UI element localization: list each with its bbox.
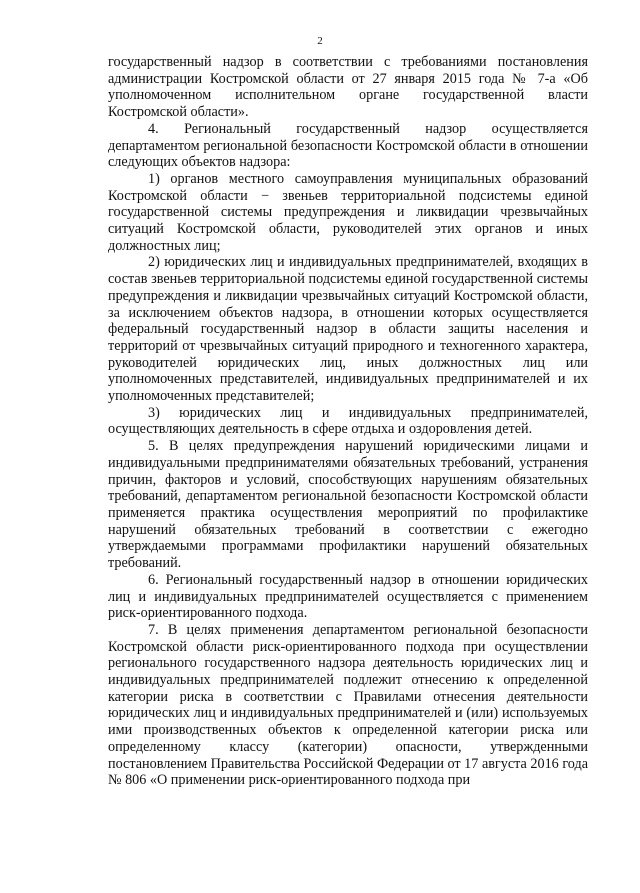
paragraph-continuation: государственный надзор в соответствии с требованиями постановления администрации Костромской области от 27 января 2015 года № 7-а «Об уполномоченном исполнительном органе государственной власти Костромской области».	[108, 54, 588, 121]
paragraph-6: 6. Региональный государственный надзор в отношении юридических лиц и индивидуальных предпринимателей осуществляется с применением риск-ориентированного подхода.	[108, 571, 588, 622]
page-number: 2	[317, 35, 323, 47]
paragraph-4-item-2: 2) юридических лиц и индивидуальных предпринимателей, входящих в состав звеньев территориальной подсистемы единой государственной системы предупреждения и ликвидации чрезвычайных ситуаций Костромской области, за исключением объектов надзора, в отношении которых осуществляется федеральный государственный надзор в области защиты населения и территорий от чрезвычайных ситуаций природного и техногенного характера, руководителей юридических лиц, иных должностных лиц или уполномоченных представителей, индивидуальных предпринимателей и их уполномоченных представителей;	[108, 254, 588, 405]
paragraph-5: 5. В целях предупреждения нарушений юридическими лицами и индивидуальными предпринимателями обязательных требований, устранения причин, факторов и условий, способствующих нарушениям обязательных требований, департаментом региональной безопасности Костромской области применяется практика осуществления мероприятий по профилактике нарушений обязательных требований в соответствии с ежегодно утверждаемыми программами профилактики нарушений обязательных требований.	[108, 438, 588, 572]
paragraph-4: 4. Региональный государственный надзор осуществляется департаментом региональной безопасности Костромской области в отношении следующих объектов надзора:	[108, 120, 588, 171]
paragraph-4-item-3: 3) юридических лиц и индивидуальных предпринимателей, осуществляющих деятельность в сфере отдыха и оздоровления детей.	[108, 404, 588, 438]
paragraph-7: 7. В целях применения департаментом региональной безопасности Костромской области риск-ориентированного подхода при осуществлении регионального государственного надзора деятельность юридических лиц и индивидуальных предпринимателей подлежит отнесению к определенной категории риска в соответствии с Правилами отнесения деятельности юридических лиц и индивидуальных предпринимателей и (или) используемых ими производственных объектов к определенной категории риска или определенному классу (категории) опасности, утвержденными постановлением Правительства Российской Федерации от 17 августа 2016 года № 806 «О применении риск-ориентированного подхода при	[108, 621, 588, 789]
document-body	[108, 54, 588, 789]
paragraph-4-item-1: 1) органов местного самоуправления муниципальных образований Костромской области − звеньев территориальной подсистемы единой государственной системы предупреждения и ликвидации чрезвычайных ситуаций Костромской области, руководителей этих органов и иных должностных лиц;	[108, 170, 588, 254]
